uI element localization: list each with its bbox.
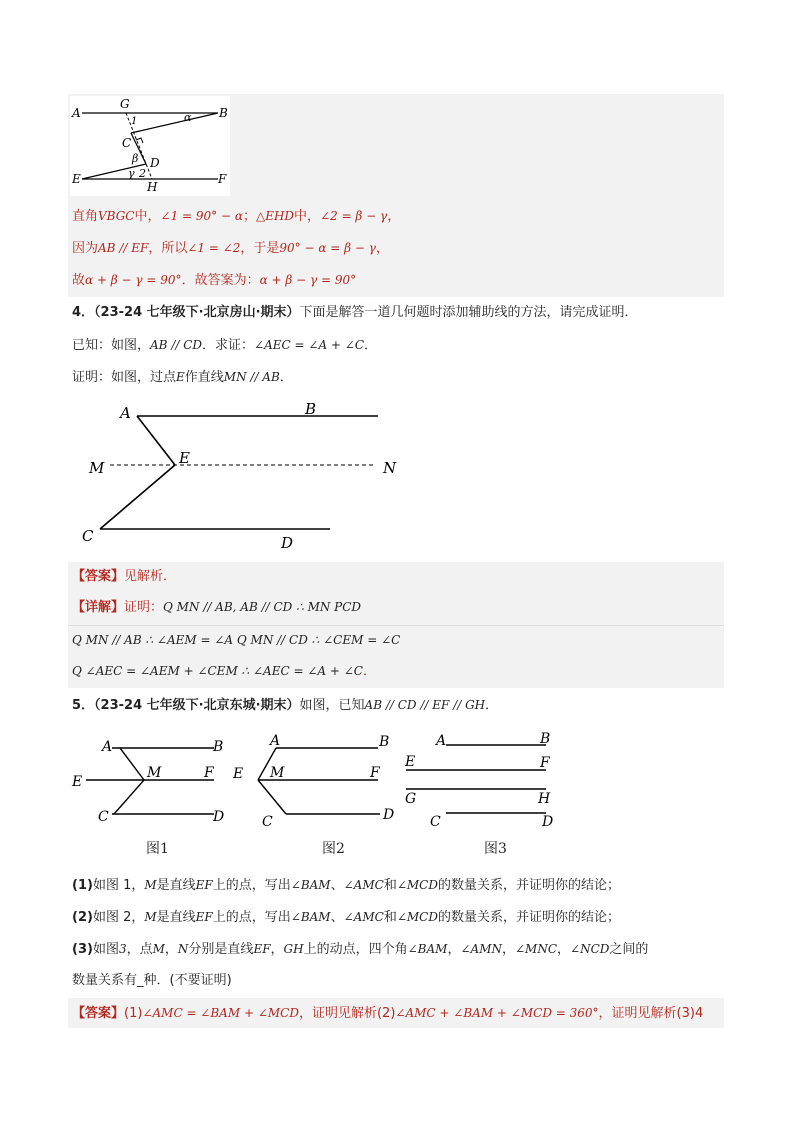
fig1-label-F: F: [204, 765, 214, 781]
fig1-label-B: B: [213, 739, 224, 755]
fig2-label-F: F: [370, 765, 380, 781]
text-span: 见解析．: [124, 569, 177, 584]
answer-tag: 【答案】: [72, 1006, 125, 1021]
fig2-label-E: E: [233, 766, 244, 782]
math-span: Q ∠AEC = ∠AEM + ∠CEM ∴ ∠AEC = ∠A + ∠C: [72, 664, 363, 678]
text-span: ，: [270, 942, 284, 957]
math-span: Q MN // AB, AB // CD ∴ MN PCD: [163, 600, 362, 614]
text-span: 如图 2，: [92, 910, 145, 925]
q4-detail-line3: [72, 662, 376, 681]
label-M: M: [89, 459, 105, 477]
label-N: N: [383, 459, 397, 477]
label-G: G: [120, 97, 130, 111]
text-span: 数量关系有_种．(不要证明): [72, 973, 232, 988]
text-span: 如图 1，: [92, 878, 145, 893]
text-span: 已知：如图，: [72, 338, 151, 353]
fig3-label-D: D: [542, 814, 554, 830]
text-span: 中，: [294, 209, 321, 224]
part-number: (1): [72, 878, 93, 893]
math-span: ∠NCD: [570, 942, 610, 956]
text-span: ，点: [126, 942, 153, 957]
math-span: ∠AMN: [460, 942, 502, 956]
text-span: 中，: [134, 209, 161, 224]
part-number: (3): [72, 942, 93, 957]
text-span: 上的动点，四个角: [303, 942, 408, 957]
fig1-label-M: M: [147, 765, 162, 781]
text-span: ．: [364, 338, 378, 353]
text-span: (2): [376, 1006, 396, 1021]
label-beta: β: [132, 152, 139, 165]
answer3-line3: [72, 271, 356, 290]
answer3-line2: [72, 239, 389, 258]
math-span: α + β − γ = 90°: [85, 273, 182, 287]
q5-answer: [72, 1004, 703, 1023]
fig2-label-B: B: [379, 734, 390, 750]
q4-detail-line1: [72, 598, 361, 617]
math-span: ∠1 = ∠2: [187, 241, 241, 255]
math-span: 3: [118, 942, 127, 956]
text-span: 、: [330, 878, 344, 893]
fig3-label-C: C: [430, 814, 441, 830]
q5-part3-cont: [72, 972, 232, 990]
math-span: ∠AMC: [343, 878, 384, 892]
math-span: M: [144, 910, 157, 924]
text-span: ，: [375, 241, 389, 256]
label-A: A: [72, 106, 81, 120]
math-span: AB // CD // EF // GH: [364, 698, 486, 712]
label-C: C: [82, 527, 94, 545]
text-span: ，所以: [148, 241, 188, 256]
label-1: 1: [131, 116, 138, 127]
q4-given: [72, 336, 377, 355]
fig3-label-B: B: [540, 731, 551, 747]
text-span: 的数量关系，并证明你的结论；: [437, 878, 620, 893]
fig2-label-A: A: [270, 733, 281, 749]
math-span: AB // EF: [98, 241, 149, 255]
q5-part2: [72, 908, 620, 927]
text-span: 如图: [92, 942, 119, 957]
text-span: 下面是解答一道几何题时添加辅助线的方法，请完成证明．: [299, 305, 638, 320]
math-span: M: [144, 878, 157, 892]
answer-tag: 【答案】: [72, 569, 125, 584]
math-span: EF: [253, 942, 271, 956]
math-span: 90° − α = β − γ: [279, 241, 376, 255]
label-F: F: [218, 172, 227, 186]
q4-stem: [72, 304, 638, 322]
math-span: ∠BAM: [407, 942, 448, 956]
label-D: D: [281, 534, 294, 552]
text-span: 故: [72, 273, 86, 288]
math-span: EF: [195, 910, 213, 924]
angle-figure: [70, 96, 230, 196]
math-span: ∠AMC = ∠BAM + ∠MCD: [142, 1006, 299, 1020]
text-span: (3): [676, 1006, 695, 1021]
text-span: ，: [447, 942, 461, 957]
math-span: ∠AEC = ∠A + ∠C: [254, 338, 365, 352]
text-span: 因为: [72, 241, 99, 256]
math-span: ∠1 = 90° − α: [160, 209, 243, 223]
text-span: ；: [242, 209, 256, 224]
label-E: E: [179, 449, 190, 467]
text-span: ，证明见解析: [298, 1006, 377, 1021]
text-span: ．故答案为：: [181, 273, 260, 288]
math-span: EF: [195, 878, 213, 892]
caption-fig1: 图1: [146, 841, 169, 857]
label-C: C: [122, 136, 132, 150]
math-span: ∠2 = β − γ: [320, 209, 388, 223]
math-span: △EHD: [255, 209, 295, 223]
fig3-label-A: A: [436, 733, 447, 749]
text-span: ，于是: [240, 241, 280, 256]
math-span: VBGC: [98, 209, 135, 223]
fig1-label-C: C: [98, 809, 109, 825]
q5-stem: [72, 696, 498, 715]
math-span: ∠MCD: [396, 910, 438, 924]
label-A: A: [120, 404, 131, 422]
math-span: AB // CD: [150, 338, 203, 352]
text-span: 之间的: [609, 942, 649, 957]
fig1-label-A: A: [102, 739, 113, 755]
text-span: 、: [330, 910, 344, 925]
math-span: ∠MCD: [396, 878, 438, 892]
text-span: ，: [164, 942, 178, 957]
text-span: ，: [387, 209, 401, 224]
text-span: ．: [485, 698, 499, 713]
fig3-label-G: G: [405, 791, 417, 807]
math-span: α + β − γ = 90°: [259, 273, 357, 287]
text-span: ，: [501, 942, 515, 957]
q5-part3: [72, 940, 648, 959]
text-span: ．求证：: [202, 338, 255, 353]
text-span: 如图，已知: [299, 698, 365, 713]
text-span: ．: [362, 664, 376, 679]
question-number: 5．（23-24 七年级下·北京东城·期末）: [72, 698, 300, 713]
label-E: E: [72, 172, 81, 186]
math-span: MN // AB: [223, 370, 280, 384]
detail-tag: 【详解】: [72, 600, 125, 615]
text-span: ，: [557, 942, 571, 957]
fig3-label-F: F: [540, 755, 550, 771]
label-gamma: γ: [128, 167, 135, 180]
label-B: B: [305, 400, 317, 418]
q4-detail-line2: Q MN // AB ∴ ∠AEM = ∠A Q MN // CD ∴ ∠CEM = ∠C: [72, 633, 401, 647]
fig2-label-M: M: [270, 765, 285, 781]
text-span: 是直线: [156, 878, 196, 893]
math-span: M: [152, 942, 165, 956]
math-span: ∠BAM: [290, 878, 331, 892]
label-alpha: α: [184, 111, 192, 124]
fig2-label-D: D: [383, 807, 395, 823]
fig3-label-H: H: [538, 791, 551, 807]
text-span: 直角: [72, 209, 99, 224]
text-span: 是直线: [156, 910, 196, 925]
fig2-label-C: C: [262, 814, 273, 830]
text-span: 作直线: [184, 370, 224, 385]
math-span: ∠MNC: [515, 942, 558, 956]
text-span: (1): [124, 1006, 143, 1021]
q5-part1: [72, 876, 620, 895]
text-span: 上的点，写出: [212, 910, 291, 925]
text-span: ．: [279, 370, 293, 385]
q4-figure: [75, 396, 405, 556]
divider: [68, 625, 724, 626]
label-D: D: [150, 156, 160, 170]
caption-fig3: 图3: [484, 841, 507, 857]
text-span: 上的点，写出: [212, 878, 291, 893]
math-span: GH: [283, 942, 304, 956]
text-span: 分别是直线: [188, 942, 254, 957]
text-span: 的数量关系，并证明你的结论；: [437, 910, 620, 925]
text-span: 4: [694, 1006, 704, 1021]
q4-proof-intro: [72, 368, 293, 387]
label-B: B: [219, 106, 228, 120]
text-span: 证明：如图，过点: [72, 370, 177, 385]
label-2: 2: [139, 167, 146, 180]
caption-fig2: 图2: [322, 841, 345, 857]
math-span: ∠AMC: [343, 910, 384, 924]
math-span: E: [176, 370, 185, 384]
text-span: ，证明见解析: [598, 1006, 677, 1021]
fig1-label-E: E: [72, 774, 83, 790]
answer3-line1: [72, 207, 400, 226]
fig1-label-D: D: [213, 809, 225, 825]
q4-answer: [72, 568, 176, 586]
question-number: 4．（23-24 七年级下·北京房山·期末）: [72, 305, 300, 320]
fig3-label-E: E: [405, 754, 416, 770]
text-span: 证明：: [124, 600, 164, 615]
math-span: ∠AMC + ∠BAM + ∠MCD = 360°: [395, 1006, 599, 1020]
part-number: (2): [72, 910, 93, 925]
label-H: H: [147, 180, 158, 194]
text-span: 和: [383, 878, 397, 893]
math-span: N: [177, 942, 189, 956]
math-span: ∠BAM: [290, 910, 331, 924]
text-span: 和: [383, 910, 397, 925]
